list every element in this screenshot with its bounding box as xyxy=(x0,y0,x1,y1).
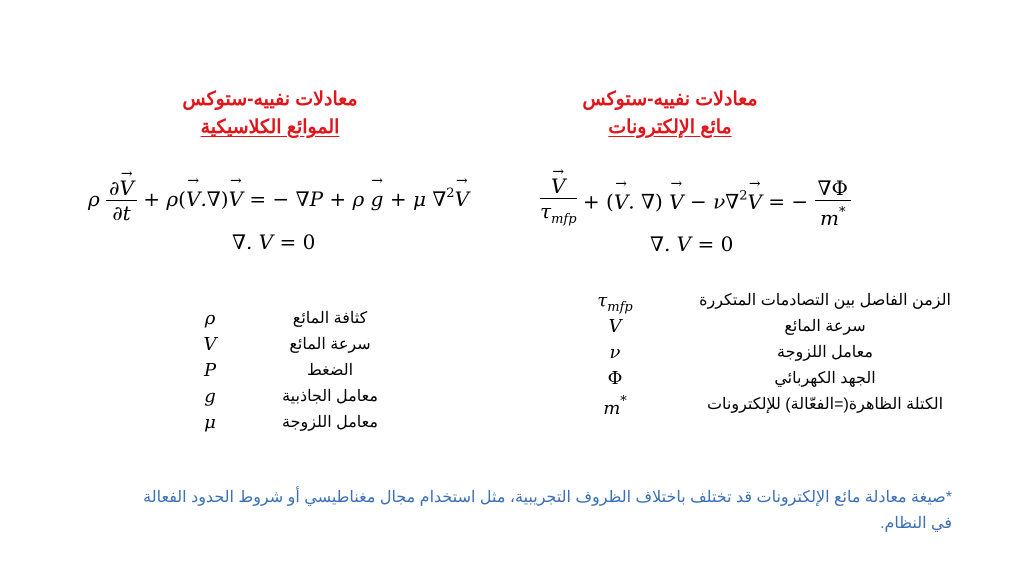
desc-effective-mass: الكتلة الظاهرة(=الفعّالة) للإلكترونات xyxy=(706,396,944,413)
classical-title-line2: الموائع الكلاسيكية xyxy=(200,117,340,138)
symbol-gravity: g xyxy=(204,386,216,407)
legend-row xyxy=(190,386,400,412)
footnote-line1: *صيغة معادلة مائع الإلكترونات قد تختلف باختلاف الظروف التجريبية، مثل استخدام مجال مغناطيسي أو شروط الحدود الفعالة xyxy=(143,489,952,506)
footnote xyxy=(60,485,952,537)
legend-row xyxy=(190,308,400,334)
desc-velocity: سرعة المائع xyxy=(784,318,866,335)
legend-row xyxy=(575,394,975,420)
mass-asterisk: * xyxy=(620,394,627,409)
desc-collision-time: الزمن الفاصل بين التصادمات المتكررة xyxy=(699,292,951,309)
desc-pressure: الضغط xyxy=(306,362,354,379)
symbol-velocity: V xyxy=(203,334,217,355)
electron-continuity-equation: ∇. V = 0 xyxy=(650,232,734,256)
symbol-rho: ρ xyxy=(204,308,216,329)
legend-row xyxy=(575,368,975,394)
electron-fluid-title xyxy=(540,86,800,142)
desc-viscosity: معامل اللزوجة xyxy=(777,344,873,361)
desc-velocity: سرعة المائع xyxy=(289,336,371,353)
classical-fluid-title xyxy=(140,86,400,142)
electron-title-line2: مائع الإلكترونات xyxy=(608,117,732,138)
desc-density: كثافة المائع xyxy=(292,310,368,327)
desc-viscosity: معامل اللزوجة xyxy=(282,414,378,431)
desc-gravity: معامل الجاذبية xyxy=(282,388,378,405)
symbol-mu: μ xyxy=(204,412,216,433)
legend-row xyxy=(575,316,975,342)
electron-navier-stokes-equation: → $\frac{V}{\tau_{mfp}}$ + (→ V. ∇) → V − ν∇$^2$→ V = − $\frac{\nabla\Phi}{m^*}$ xyxy=(540,174,851,232)
symbol-velocity: V xyxy=(608,316,622,337)
legend-row xyxy=(190,334,400,360)
symbol-pressure: P xyxy=(203,360,217,381)
legend-row xyxy=(575,342,975,368)
desc-potential: الجهد الكهربائي xyxy=(774,370,876,387)
legend-row xyxy=(575,290,975,316)
electron-legend xyxy=(575,290,975,420)
classical-continuity-equation: ∇. V = 0 xyxy=(232,230,316,254)
classical-navier-stokes-equation: ρ $\frac{\partial\to V}{\partial t}$ + ρ(→ V.∇)→ V = − ∇P + ρ → g + μ ∇$^2$→ V xyxy=(88,176,469,225)
symbol-tau-mfp: $\tau_{mfp}$ xyxy=(597,290,633,315)
classical-legend xyxy=(190,308,400,438)
electron-title-line1: معادلات نفييه-ستوكس xyxy=(582,89,758,110)
footnote-line2: في النظام. xyxy=(880,515,952,532)
symbol-nu: ν xyxy=(609,342,621,363)
tau-subscript: mfp xyxy=(607,300,633,315)
legend-row xyxy=(190,412,400,438)
legend-row xyxy=(190,360,400,386)
classical-title-line1: معادلات نفييه-ستوكس xyxy=(182,89,358,110)
symbol-phi: Φ xyxy=(607,368,623,389)
symbol-effective-mass: m* xyxy=(603,394,627,419)
